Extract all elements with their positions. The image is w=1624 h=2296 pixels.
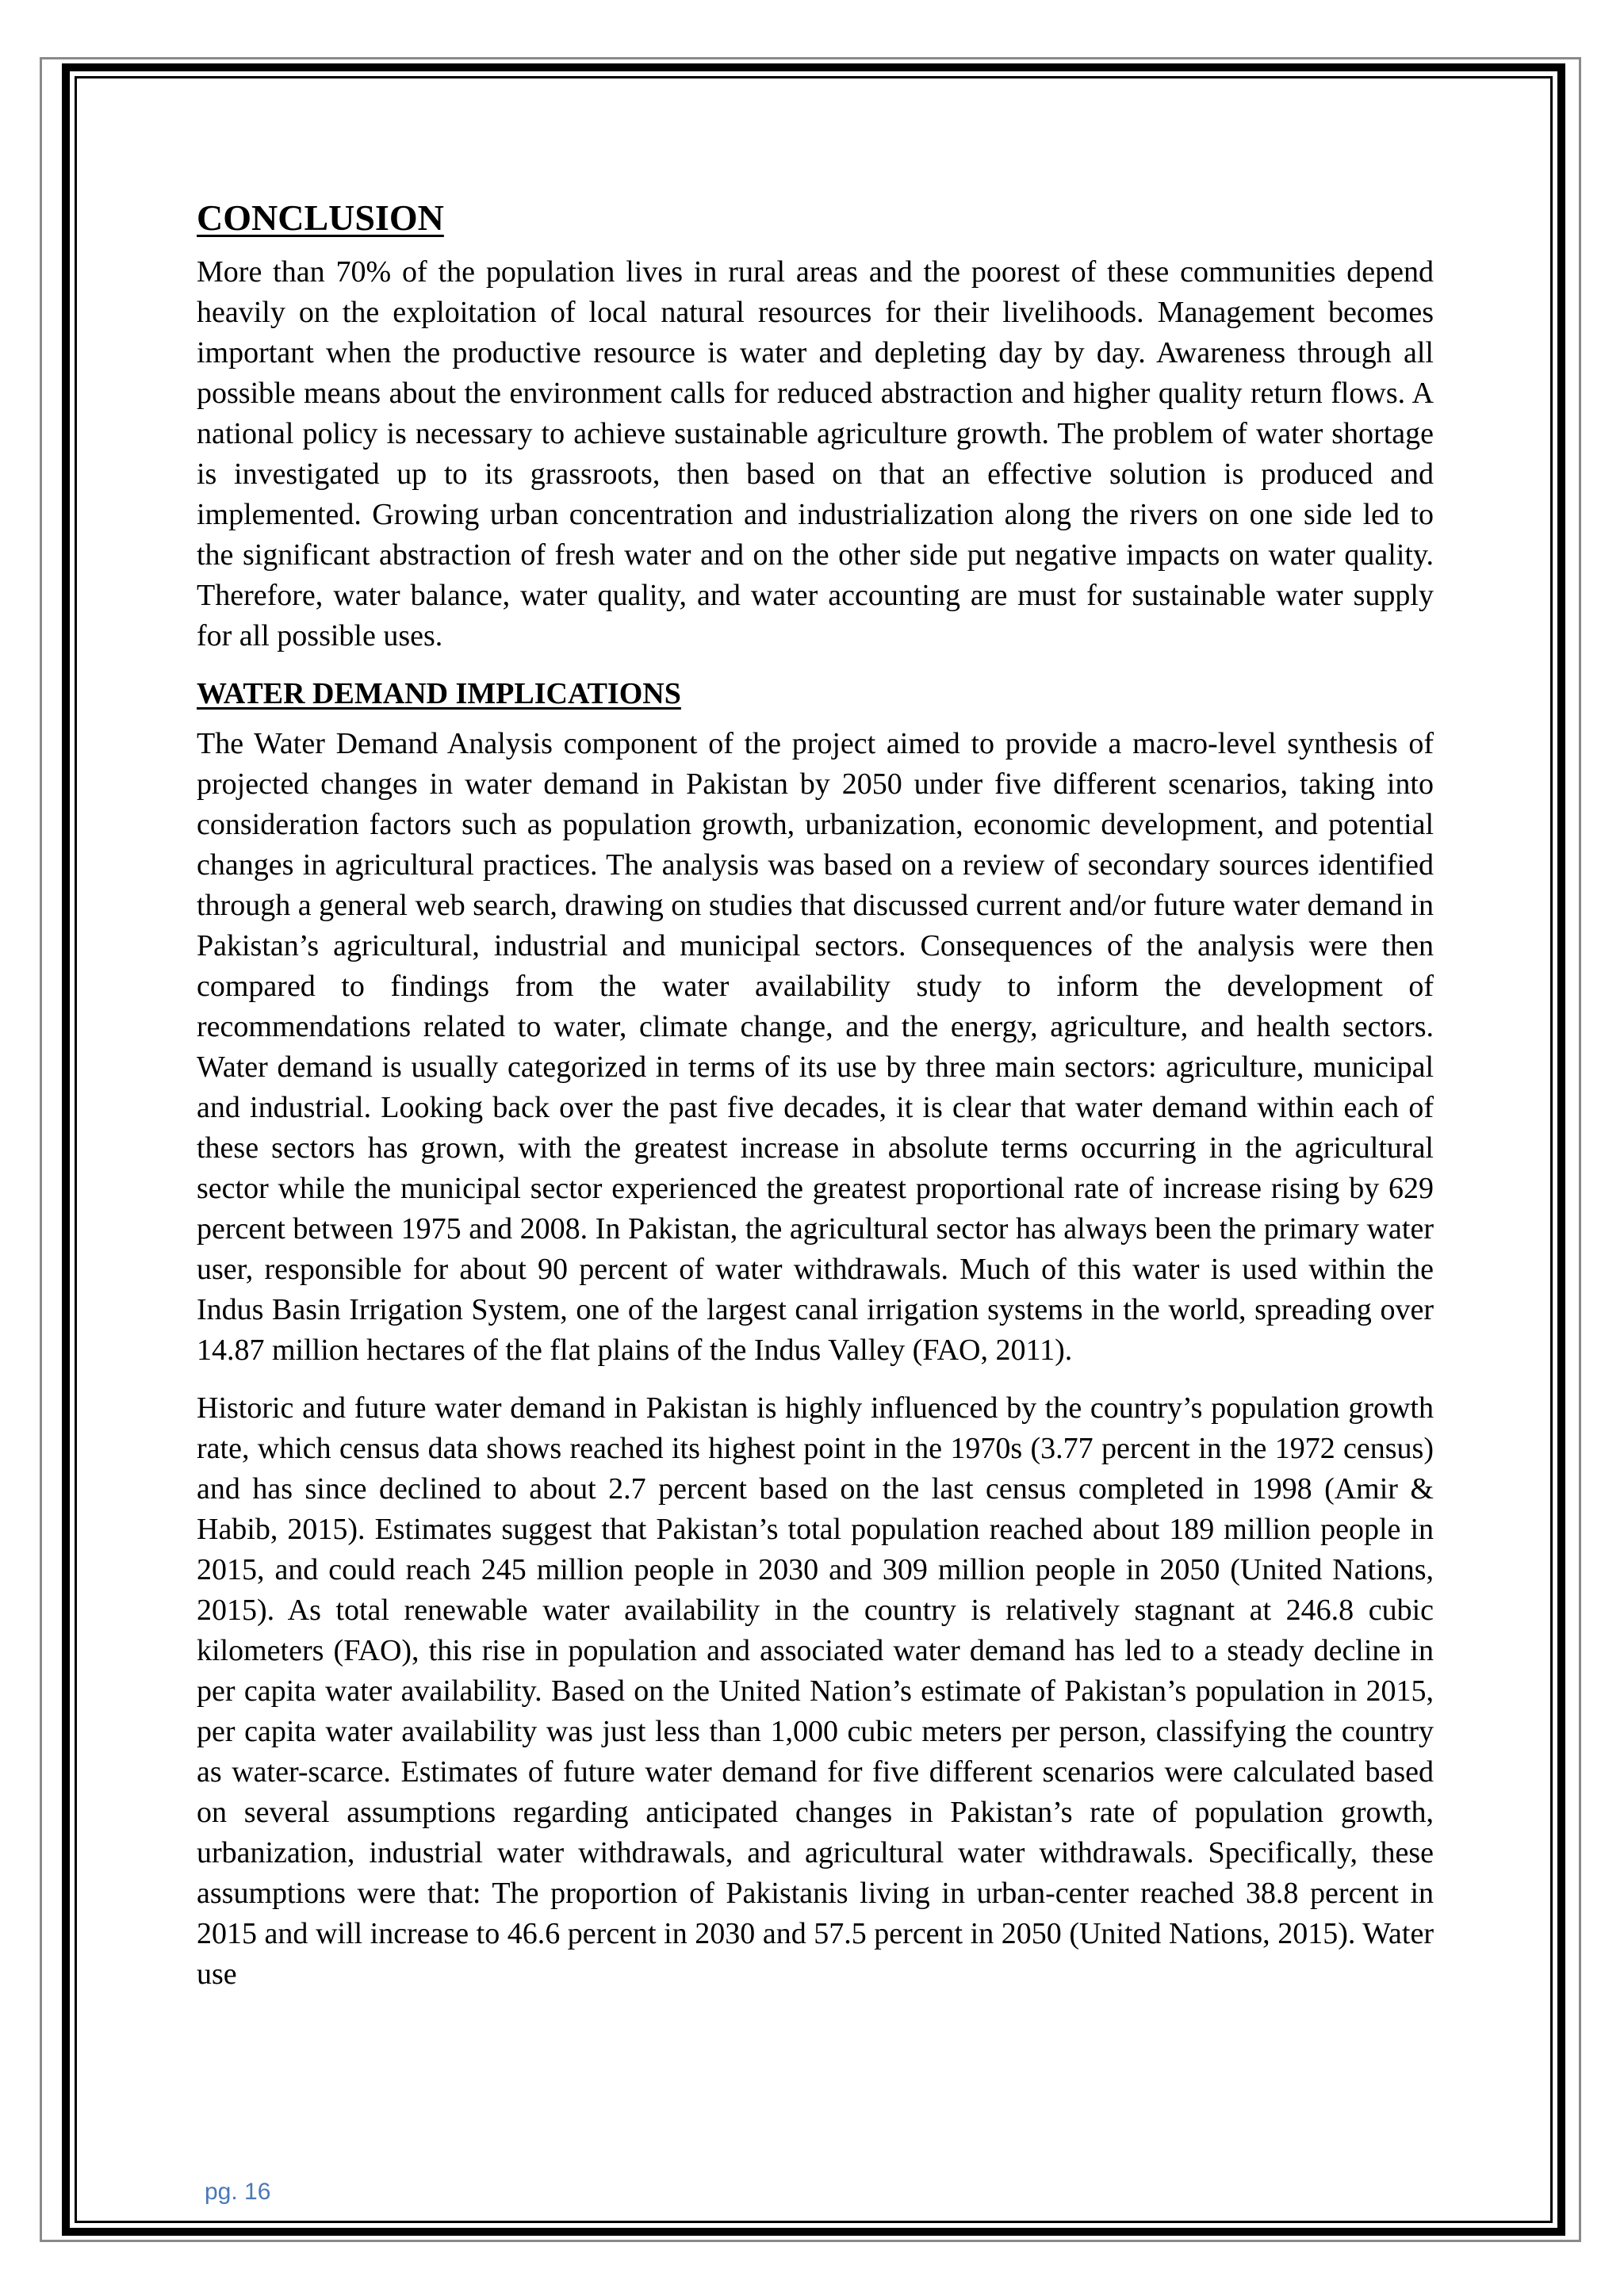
water-demand-heading: WATER DEMAND IMPLICATIONS (197, 677, 681, 710)
page-number: pg. 16 (205, 2179, 271, 2205)
document-body (197, 193, 1434, 2012)
water-demand-paragraph-2: Historic and future water demand in Pakistan is highly influenced by the country’s population growth rate, which census data shows reached its highest point in the 1970s (3.77 percent in the 1972 census) and has since declined to about 2.7 percent based on the last census completed in 1998 (Amir & Habib, 2015). Estimates suggest that Pakistan’s total population reached about 189 million people in 2015, and could reach 245 million people in 2030 and 309 million people in 2050 (United Nations, 2015). As total renewable water availability in the country is relatively stagnant at 246.8 cubic kilometers (FAO), this rise in population and associated water demand has led to a steady decline in per capita water availability. Based on the United Nation’s estimate of Pakistan’s population in 2015, per capita water availability was just less than 1,000 cubic meters per person, classifying the country as water-scarce. Estimates of future water demand for five different scenarios were calculated based on several assumptions regarding anticipated changes in Pakistan’s rate of population growth, urbanization, industrial water withdrawals, and agricultural water withdrawals. Specifically, these assumptions were that: The proportion of Pakistanis living in urban-center reached 38.8 percent in 2015 and will increase to 46.6 percent in 2030 and 57.5 percent in 2050 (United Nations, 2015). Water use (197, 1391, 1434, 1991)
water-demand-paragraph-1: The Water Demand Analysis component of the project aimed to provide a macro-level synthesis of projected changes in water demand in Pakistan by 2050 under five different scenarios, taking into consideration factors such as population growth, urbanization, economic development, and potential changes in agricultural practices. The analysis was based on a review of secondary sources identified through a general web search, drawing on studies that discussed current and/or future water demand in Pakistan’s agricultural, industrial and municipal sectors. Consequences of the analysis were then compared to findings from the water availability study to inform the development of recommendations related to water, climate change, and the energy, agriculture, and health sectors. Water demand is usually categorized in terms of its use by three main sectors: agriculture, municipal and industrial. Looking back over the past five decades, it is clear that water demand within each of these sectors has grown, with the greatest increase in absolute terms occurring in the agricultural sector while the municipal sector experienced the greatest proportional rate of increase rising by 629 percent between 1975 and 2008. In Pakistan, the agricultural sector has always been the primary water user, responsible for about 90 percent of water withdrawals. Much of this water is used within the Indus Basin Irrigation System, one of the largest canal irrigation systems in the world, spreading over 14.87 million hectares of the flat plains of the Indus Valley (FAO, 2011). (197, 727, 1434, 1367)
conclusion-paragraph: More than 70% of the population lives in rural areas and the poorest of these communities depend heavily on the exploitation of local natural resources for their livelihoods. Management becomes important when the productive resource is water and depleting day by day. Awareness through all possible means about the environment calls for reduced abstraction and higher quality return flows. A national policy is necessary to achieve sustainable agriculture growth. The problem of water shortage is investigated up to its grassroots, then based on that an effective solution is produced and implemented. Growing urban concentration and industrialization along the rivers on one side led to the significant abstraction of fresh water and on the other side put negative impacts on water quality. Therefore, water balance, water quality, and water accounting are must for sustainable water supply for all possible uses. (197, 255, 1434, 652)
conclusion-heading: CONCLUSION (197, 197, 444, 238)
